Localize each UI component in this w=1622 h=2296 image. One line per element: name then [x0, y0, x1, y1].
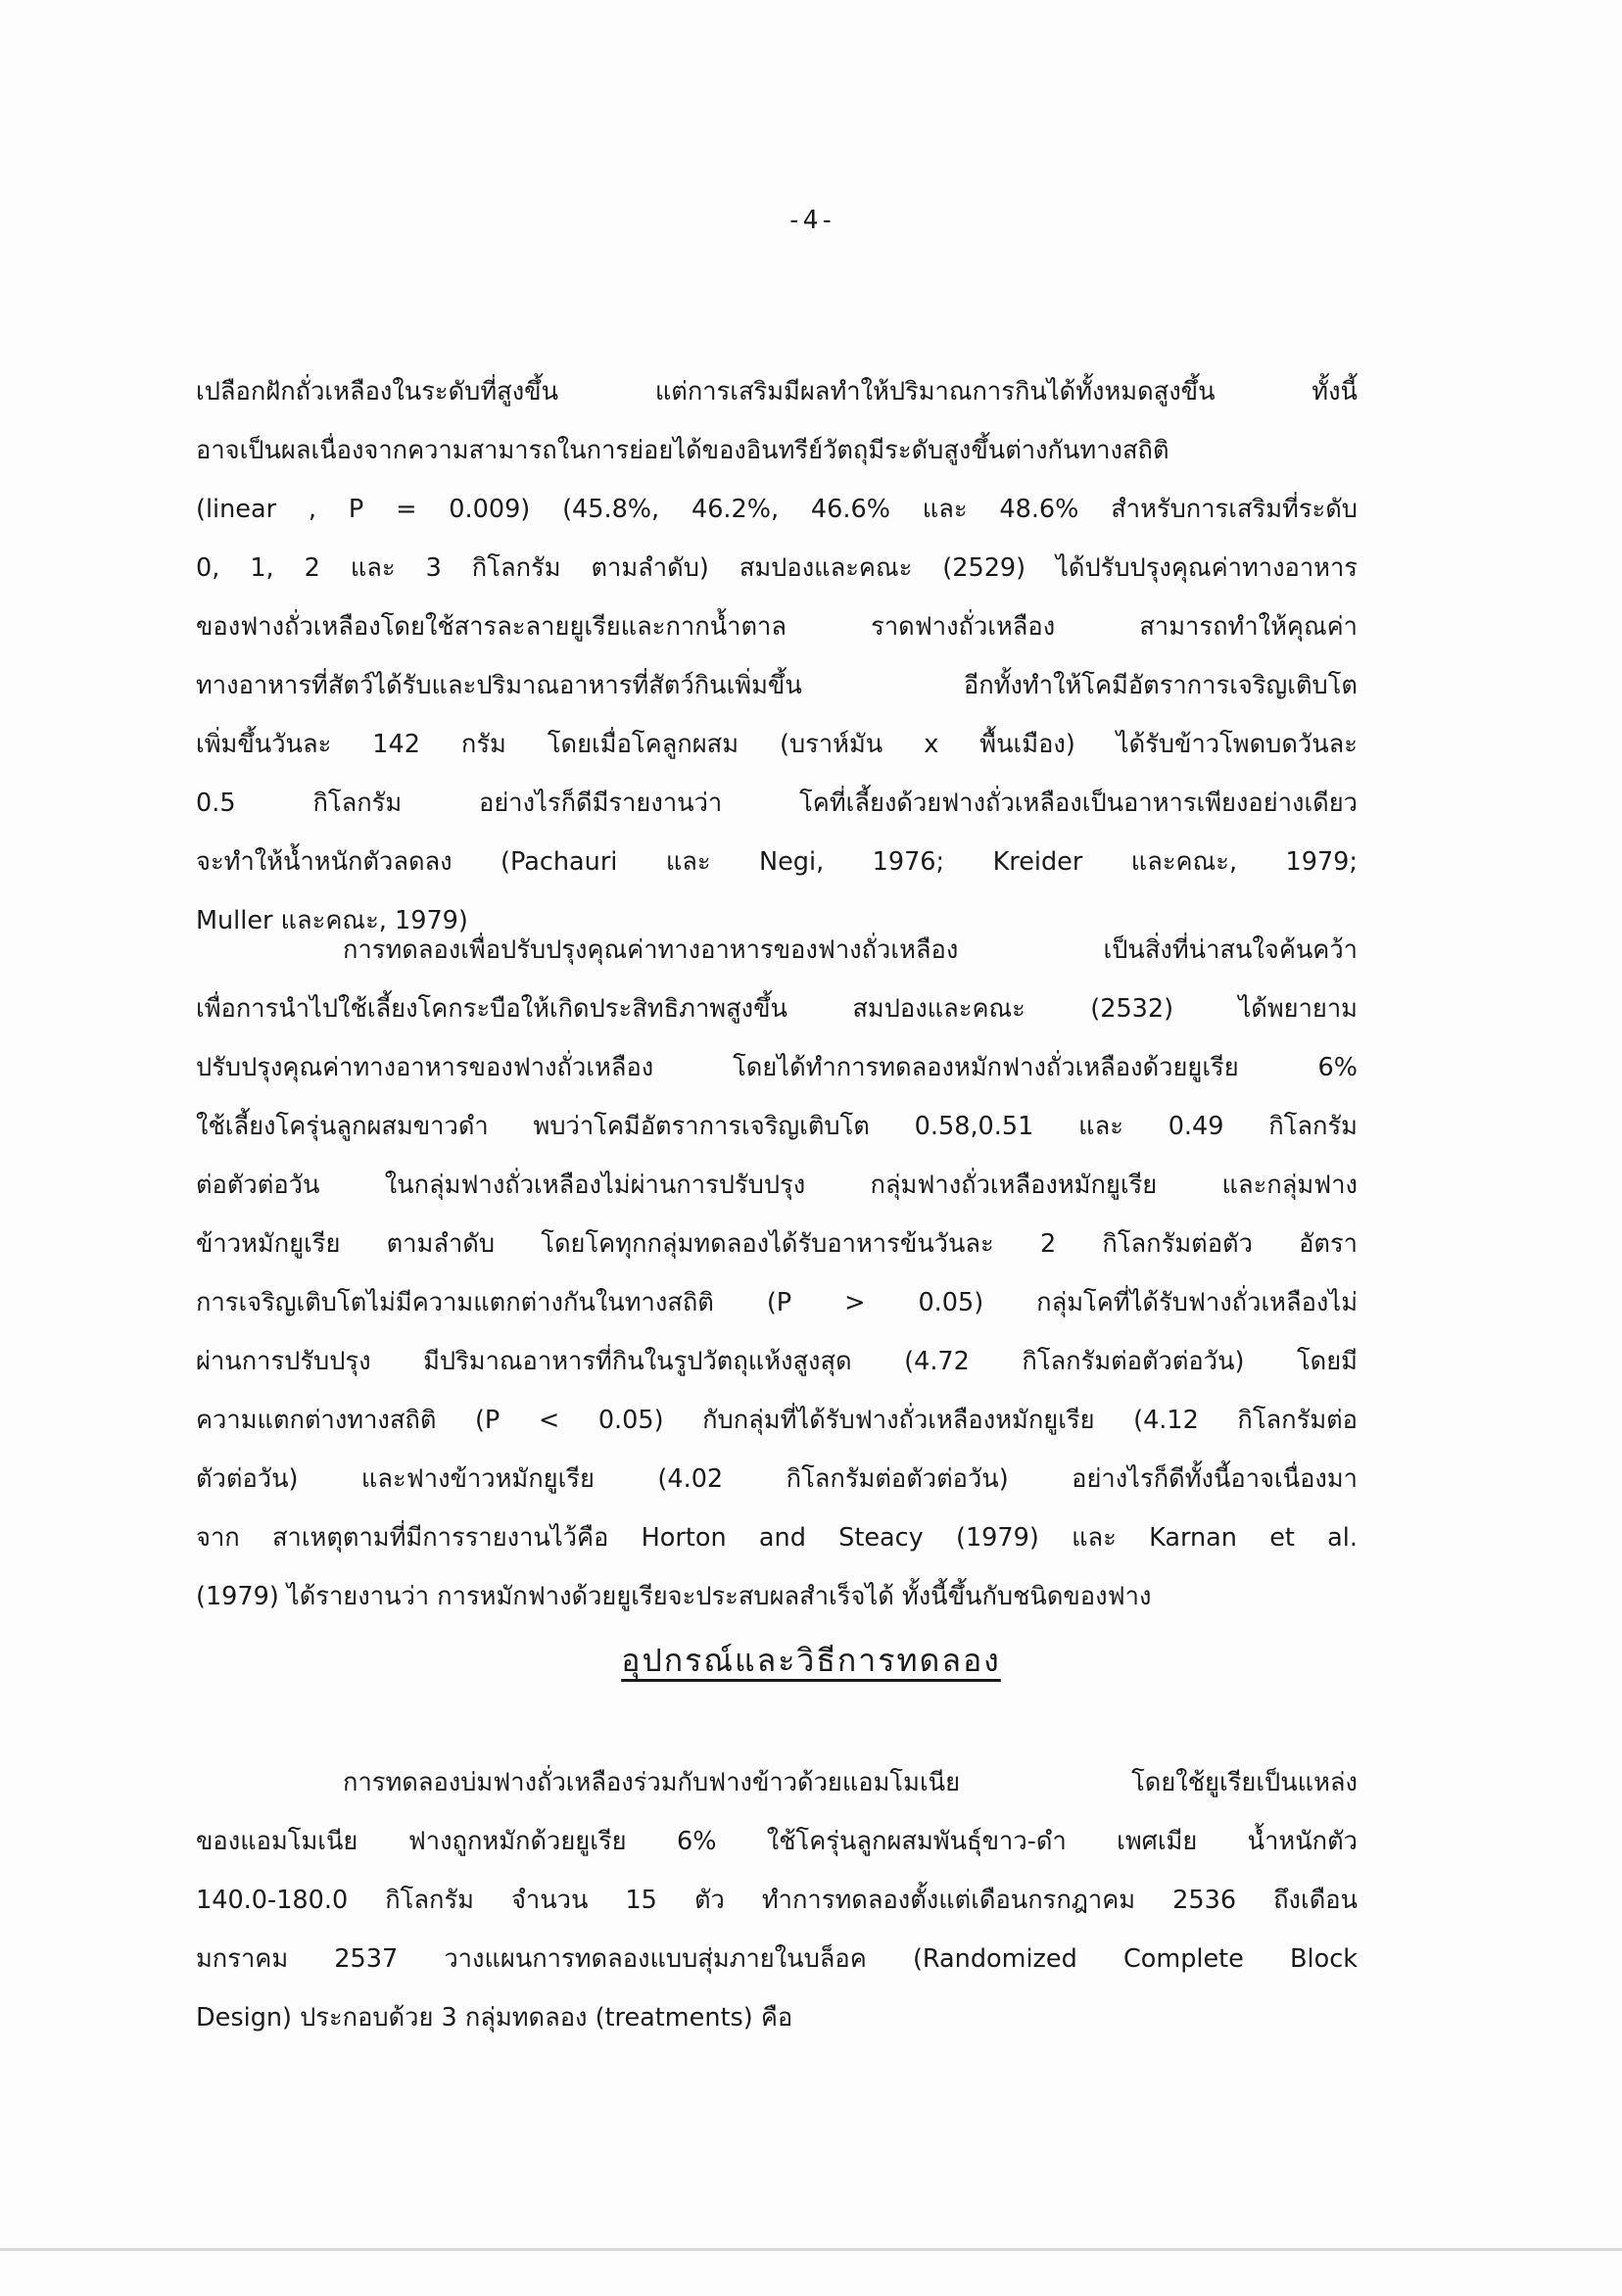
text-line: Design) ประกอบด้วย 3 กลุ่มทดลอง (treatments) คือ [196, 2003, 793, 2033]
text-line: ความแตกต่างทางสถิติ (P < 0.05) กับกลุ่มที่ได้รับฟางถั่วเหลืองหมักยูเรีย (4.12 กิโลกรัมต่อ [196, 1406, 1358, 1435]
text-line: (linear , P = 0.009) (45.8%, 46.2%, 46.6% และ 48.6% สำหรับการเสริมที่ระดับ [196, 495, 1358, 524]
paragraph-3 [196, 1753, 1358, 2047]
text-line: การทดลองเพื่อปรับปรุงคุณค่าทางอาหารของฟางถั่วเหลือง เป็นสิ่งที่น่าสนใจค้นคว้า [343, 935, 1358, 965]
text-line: ทางอาหารที่สัตว์ได้รับและปริมาณอาหารที่สัตว์กินเพิ่มขึ้น อีกทั้งทำให้โคมีอัตราการเจริญเติบโต [196, 671, 1358, 700]
text-line: 140.0-180.0 กิโลกรัม จำนวน 15 ตัว ทำการทดลองตั้งแต่เดือนกรกฎาคม 2536 ถึงเดือน [196, 1886, 1358, 1915]
text-line: เพิ่มขึ้นวันละ 142 กรัม โดยเมื่อโคลูกผสม (บราห์มัน x พื้นเมือง) ได้รับข้าวโพดบดวันละ [196, 730, 1358, 759]
text-line: เปลือกฝักถั่วเหลืองในระดับที่สูงขึ้น แต่การเสริมมีผลทำให้ปริมาณการกินได้ทั้งหมดสูงขึ้น ทั้งนี้ [196, 377, 1358, 407]
text-line: ของฟางถั่วเหลืองโดยใช้สารละลายยูเรียและกากน้ำตาล ราดฟางถั่วเหลือง สามารถทำให้คุณค่า [196, 612, 1358, 642]
text-line: เพื่อการนำไปใช้เลี้ยงโคกระบือให้เกิดประสิทธิภาพสูงขึ้น สมปองและคณะ (2532) ได้พยายาม [196, 994, 1358, 1024]
text-line: ผ่านการปรับปรุง มีปริมาณอาหารที่กินในรูปวัตถุแห้งสูงสุด (4.72 กิโลกรัมต่อตัวต่อวัน) โดยมี [196, 1347, 1358, 1376]
bottom-scan-edge [0, 2248, 1622, 2251]
text-line: ข้าวหมักยูเรีย ตามลำดับ โดยโคทุกกลุ่มทดลองได้รับอาหารข้นวันละ 2 กิโลกรัมต่อตัว อัตรา [196, 1229, 1358, 1259]
text-line: ใช้เลี้ยงโครุ่นลูกผสมขาวดำ พบว่าโคมีอัตราการเจริญเติบโต 0.58,0.51 และ 0.49 กิโลกรัม [196, 1112, 1358, 1141]
paragraph-1 [196, 362, 1358, 950]
text-line: ตัวต่อวัน) และฟางข้าวหมักยูเรีย (4.02 กิโลกรัมต่อตัวต่อวัน) อย่างไรก็ดีทั้งนี้อาจเนื่องมา [196, 1464, 1358, 1494]
text-line: จะทำให้น้ำหนักตัวลดลง (Pachauri และ Negi, 1976; Kreider และคณะ, 1979; [196, 847, 1358, 877]
text-line: มกราคม 2537 วางแผนการทดลองแบบสุ่มภายในบล็อค (Randomized Complete Block [196, 1944, 1358, 1974]
text-line: ของแอมโมเนีย ฟางถูกหมักด้วยยูเรีย 6% ใช้โครุ่นลูกผสมพันธุ์ขาว-ดำ เพศเมีย น้ำหนักตัว [196, 1827, 1358, 1856]
paragraph-2 [196, 921, 1358, 1626]
text-line: การทดลองบ่มฟางถั่วเหลืองร่วมกับฟางข้าวด้วยแอมโมเนีย โดยใช้ยูเรียเป็นแหล่ง [343, 1768, 1358, 1797]
text-line: (1979) ได้รายงานว่า การหมักฟางด้วยยูเรียจะประสบผลสำเร็จได้ ทั้งนี้ขึ้นกับชนิดของฟาง [196, 1582, 1152, 1611]
page-number: -4- [787, 206, 835, 235]
text-line: การเจริญเติบโตไม่มีความแตกต่างกันในทางสถิติ (P > 0.05) กลุ่มโคที่ได้รับฟางถั่วเหลืองไม่ [196, 1288, 1358, 1317]
text-line: 0.5 กิโลกรัม อย่างไรก็ดีมีรายงานว่า โคที่เลี้ยงด้วยฟางถั่วเหลืองเป็นอาหารเพียงอย่างเดียว [196, 789, 1358, 818]
text-line: 0, 1, 2 และ 3 กิโลกรัม ตามลำดับ) สมปองและคณะ (2529) ได้ปรับปรุงคุณค่าทางอาหาร [196, 553, 1358, 583]
text-line: ปรับปรุงคุณค่าทางอาหารของฟางถั่วเหลือง โดยได้ทำการทดลองหมักฟางถั่วเหลืองด้วยยูเรีย 6% [196, 1053, 1358, 1082]
section-heading: อุปกรณ์และวิธีการทดลอง [621, 1642, 1001, 1679]
text-line: ต่อตัวต่อวัน ในกลุ่มฟางถั่วเหลืองไม่ผ่านการปรับปรุง กลุ่มฟางถั่วเหลืองหมักยูเรีย และกลุ่มฟาง [196, 1171, 1358, 1200]
text-line: Muller และคณะ, 1979) [196, 906, 468, 935]
text-line: อาจเป็นผลเนื่องจากความสามารถในการย่อยได้ของอินทรีย์วัตถุมีระดับสูงขึ้นต่างกันทางสถิติ [196, 436, 1169, 465]
text-line: จาก สาเหตุตามที่มีการรายงานไว้คือ Horton and Steacy (1979) และ Karnan et al. [196, 1523, 1358, 1553]
